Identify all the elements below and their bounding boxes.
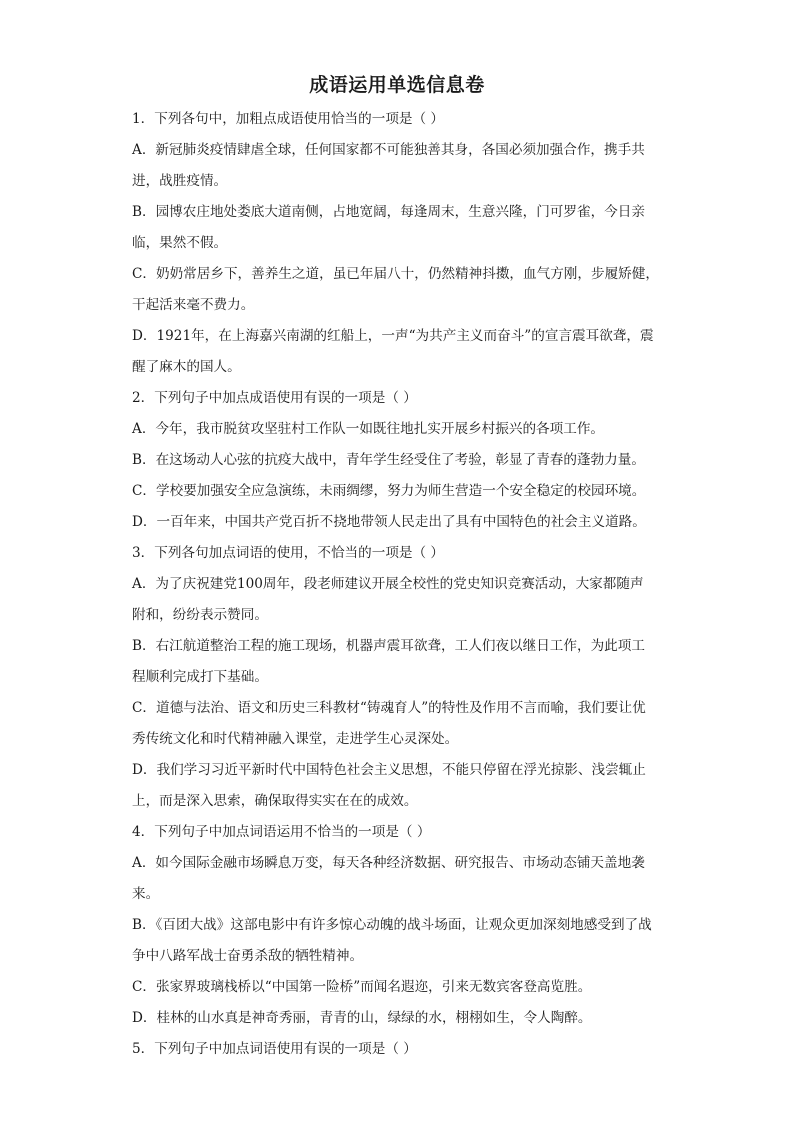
text-line: C．张家界玻璃栈桥以“中国第一险桥”而闻名遐迩，引来无数宾客登高览胜。 [132,979,592,995]
text-line: 上，而是深入思索，确保取得实实在在的成效。 [132,793,418,809]
text-line: B．《百团大战》这部电影中有许多惊心动魄的战斗场面，让观众更加深刻地感受到了战 [132,917,652,933]
text-line: 进，战胜疫情。 [132,173,228,189]
text-line: A．今年，我市脱贫攻坚驻村工作队一如既往地扎实开展乡村振兴的各项工作。 [132,421,605,437]
text-line: 1．下列各句中，加粗点成语使用恰当的一项是（ ） [132,111,445,127]
document-body [132,104,664,1065]
text-line: 程顺利完成打下基础。 [132,669,268,685]
text-line: A．新冠肺炎疫情肆虐全球，任何国家都不可能独善其身，各国必须加强合作，携手共 [132,142,645,158]
text-line: 干起活来毫不费力。 [132,297,255,313]
text-line: 2．下列句子中加点成语使用有误的一项是（ ） [132,390,417,406]
text-line: 4．下列句子中加点词语运用不恰当的一项是（ ） [132,824,431,840]
text-line: 秀传统文化和时代精神融入课堂，走进学生心灵深处。 [132,731,459,747]
text-line: C．学校要加强安全应急演练，未雨绸缪，努力为师生营造一个安全稳定的校园环境。 [132,483,646,499]
text-line: 5．下列句子中加点词语使用有误的一项是（ ） [132,1041,417,1057]
text-line: 来。 [132,886,160,902]
text-line: B．园博农庄地处娄底大道南侧，占地宽阔，每逢周末，生意兴隆，门可罗雀，今日亲 [132,204,645,220]
document-title: 成语运用单选信息卷 [309,74,485,96]
text-line: 临，果然不假。 [132,235,228,251]
text-line: 争中八路军战士奋勇杀敌的牺牲精神。 [132,948,364,964]
text-line: D．1921年，在上海嘉兴南湖的红船上，一声“为共产主义而奋斗”的宣言震耳欲聋，震 [132,328,654,344]
text-line: A．为了庆祝建党100周年，段老师建议开展全校性的党史知识竞赛活动，大家都随声 [132,576,644,592]
text-line: C．道德与法治、语文和历史三科教材“铸魂育人”的特性及作用不言而喻，我们要让优 [132,700,646,716]
text-line: 醒了麻木的国人。 [132,359,241,375]
text-line: D．桂林的山水真是神奇秀丽，青青的山，绿绿的水，栩栩如生，令人陶醉。 [132,1010,592,1026]
text-line: B．在这场动人心弦的抗疫大战中，青年学生经受住了考验，彰显了青春的蓬勃力量。 [132,452,645,468]
text-line: D．我们学习习近平新时代中国特色社会主义思想，不能只停留在浮光掠影、浅尝辄止 [132,762,646,778]
text-line: C．奶奶常居乡下，善养生之道，虽已年届八十，仍然精神抖擞，血气方刚，步履矫健， [132,266,659,282]
text-line: A．如今国际金融市场瞬息万变，每天各种经济数据、研究报告、市场动态铺天盖地袭 [132,855,645,871]
text-line: 3．下列各句加点词语的使用，不恰当的一项是（ ） [132,545,445,561]
text-line: B．右江航道整治工程的施工现场，机器声震耳欲聋，工人们夜以继日工作，为此项工 [132,638,645,654]
text-line: D．一百年来，中国共产党百折不挠地带领人民走出了具有中国特色的社会主义道路。 [132,514,646,530]
text-line: 附和，纷纷表示赞同。 [132,607,268,623]
